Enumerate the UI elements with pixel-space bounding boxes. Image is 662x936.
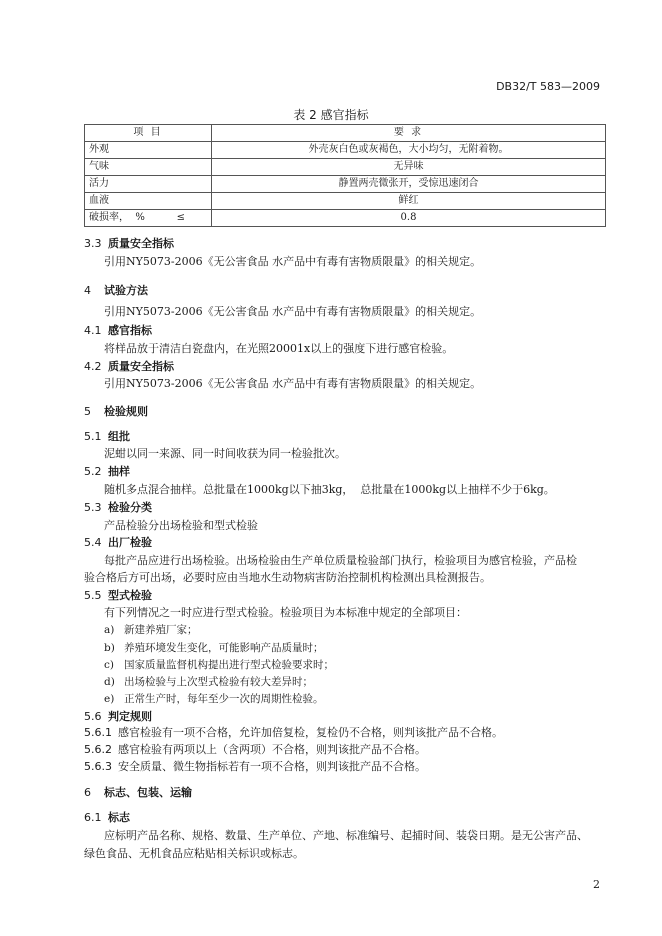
section-heading <box>84 499 152 515</box>
paragraph: 引用NY5073-2006《无公害食品 水产品中有毒有害物质限量》的相关规定。 <box>104 305 482 318</box>
paragraph-continued: 验合格后方可出场，必要时应由当地水生动物病害防治控制机构检测出具检测报告。 <box>84 571 491 584</box>
list-item <box>104 657 334 672</box>
table-cell: 血液 <box>85 193 212 210</box>
table-row <box>85 159 606 176</box>
standard-id: DB32/T 583—2009 <box>496 80 600 93</box>
table-cell: 无异味 <box>212 159 606 176</box>
section-heading <box>84 282 148 298</box>
clause <box>84 741 426 757</box>
table-cell: 0.8 <box>212 210 606 227</box>
section-heading <box>84 403 148 419</box>
clause-text: 感官检验有一项不合格，允许加倍复检，复检仍不合格，则判该批产品不合格。 <box>118 726 503 739</box>
section-title: 标志 <box>108 811 130 824</box>
section-heading <box>84 358 174 374</box>
table-row <box>85 210 606 227</box>
clause-text: 安全质量、微生物指标若有一项不合格，则判该批产品不合格。 <box>118 760 426 773</box>
paragraph: 应标明产品名称、规格、数量、生产单位、产地、标准编号、起捕时间、装袋日期。是无公害产品、 <box>104 829 588 842</box>
section-heading <box>84 708 152 724</box>
section-heading <box>84 587 152 603</box>
table-title: 表 2 感官指标 <box>293 108 369 122</box>
section-title: 抽样 <box>108 465 130 478</box>
section-number: 4.2 <box>84 360 102 373</box>
table-cell: 鲜红 <box>212 193 606 210</box>
table-header-row <box>85 125 606 142</box>
table-cell: 外壳灰白色或灰褐色，大小均匀，无附着物。 <box>212 142 606 159</box>
section-number: 5.6 <box>84 710 102 723</box>
list-marker: c) <box>104 659 114 671</box>
paragraph: 每批产品应进行出场检验。出场检验由生产单位质量检验部门执行，检验项目为感官检验，产品检 <box>104 554 577 567</box>
table-cell: 气味 <box>85 159 212 176</box>
section-number: 5.3 <box>84 501 102 514</box>
table-cell: 静置两壳微张开，受惊迅速闭合 <box>212 176 606 193</box>
list-text: 出场检验与上次型式检验有较大差异时； <box>124 676 313 688</box>
list-marker: e) <box>104 693 115 705</box>
clause-text: 感官检验有两项以上（含两项）不合格，则判该批产品不合格。 <box>118 743 426 756</box>
paragraph: 产品检验分出场检验和型式检验 <box>104 519 258 532</box>
section-heading <box>84 809 130 825</box>
section-heading <box>84 534 152 550</box>
section-number: 6.1 <box>84 811 102 824</box>
section-title: 标志、包装、运输 <box>104 786 192 799</box>
list-item <box>104 622 198 637</box>
clause-number: 5.6.3 <box>84 760 112 773</box>
section-number: 5.5 <box>84 589 102 602</box>
table-row <box>85 142 606 159</box>
clause-number: 5.6.1 <box>84 726 112 739</box>
table-cell: 活力 <box>85 176 212 193</box>
section-title: 检验规则 <box>104 405 148 418</box>
paragraph: 随机多点混合抽样。总批量在1000kg以下抽3kg， 总批量在1000kg以上抽样不少于6kg。 <box>104 483 555 496</box>
section-number: 5.4 <box>84 536 102 549</box>
section-title: 质量安全指标 <box>108 237 174 250</box>
section-number: 4.1 <box>84 324 102 337</box>
section-title: 判定规则 <box>108 710 152 723</box>
paragraph: 引用NY5073-2006《无公害食品 水产品中有毒有害物质限量》的相关规定。 <box>104 255 482 268</box>
list-marker: b) <box>104 642 115 654</box>
list-marker: a) <box>104 624 115 636</box>
section-heading <box>84 463 130 479</box>
section-number: 6 <box>84 786 91 799</box>
list-item <box>104 674 313 689</box>
section-title: 型式检验 <box>108 589 152 602</box>
table-header-cell: 项 目 <box>85 125 212 142</box>
table-cell: 外观 <box>85 142 212 159</box>
clause-number: 5.6.2 <box>84 743 112 756</box>
list-text: 新建养殖厂家； <box>124 624 198 636</box>
section-title: 感官指标 <box>108 324 152 337</box>
list-marker: d) <box>104 676 115 688</box>
section-title: 试验方法 <box>104 284 148 297</box>
section-heading <box>84 428 130 444</box>
list-text: 正常生产时，每年至少一次的周期性检验。 <box>124 693 324 705</box>
clause <box>84 724 503 740</box>
section-title: 组批 <box>108 430 130 443</box>
section-number: 3.3 <box>84 237 102 250</box>
list-item <box>104 640 324 655</box>
clause <box>84 758 426 774</box>
list-text: 养殖环境发生变化，可能影响产品质量时； <box>124 642 324 654</box>
section-heading <box>84 235 174 251</box>
table-header-cell: 要 求 <box>212 125 606 142</box>
section-number: 5.1 <box>84 430 102 443</box>
section-title: 出厂检验 <box>108 536 152 549</box>
table-row <box>85 193 606 210</box>
paragraph: 泥蚶以同一来源、同一时间收获为同一检验批次。 <box>104 447 346 460</box>
list-item <box>104 691 324 706</box>
table-row <box>85 176 606 193</box>
paragraph: 引用NY5073-2006《无公害食品 水产品中有毒有害物质限量》的相关规定。 <box>104 377 482 390</box>
section-number: 4 <box>84 284 91 297</box>
section-number: 5.2 <box>84 465 102 478</box>
sensory-table <box>84 124 606 227</box>
section-title: 检验分类 <box>108 501 152 514</box>
paragraph: 将样品放于清洁白瓷盘内，在光照20001x以上的强度下进行感官检验。 <box>104 342 454 355</box>
paragraph: 有下列情况之一时应进行型式检验。检验项目为本标准中规定的全部项目： <box>104 606 467 619</box>
section-heading <box>84 784 192 800</box>
paragraph-continued: 绿色食品、无机食品应粘贴相关标识或标志。 <box>84 847 304 860</box>
table-cell: 破损率， % ≤ <box>85 210 212 227</box>
page-number: 2 <box>593 878 600 891</box>
section-title: 质量安全指标 <box>108 360 174 373</box>
section-heading <box>84 322 152 338</box>
list-text: 国家质量监督机构提出进行型式检验要求时； <box>124 659 334 671</box>
section-number: 5 <box>84 405 91 418</box>
